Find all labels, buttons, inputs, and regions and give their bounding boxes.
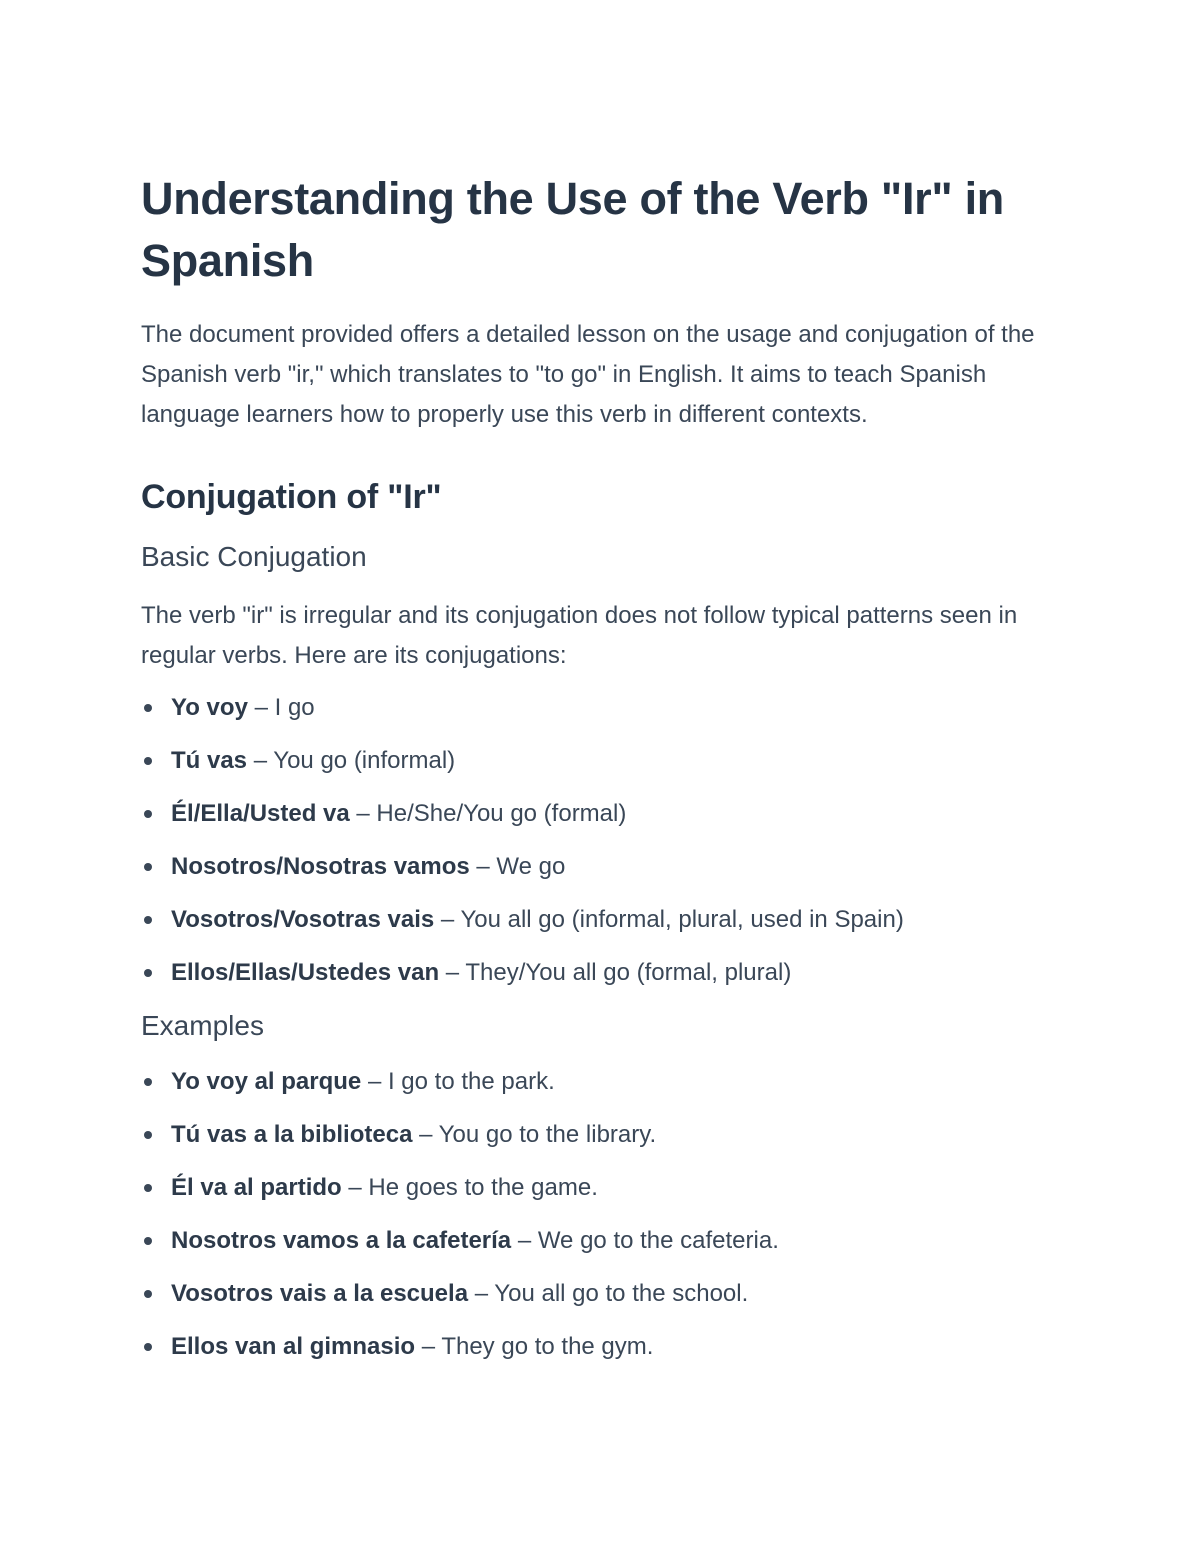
list-item-term: Tú vas a la biblioteca xyxy=(171,1121,413,1148)
list-item-meaning: – You go (informal) xyxy=(247,747,456,774)
list-item-term: Él/Ella/Usted va xyxy=(171,800,350,827)
examples-list xyxy=(141,1062,1071,1367)
list-item-term: Ellos van al gimnasio xyxy=(171,1333,416,1360)
list-item-term: Nosotros/Nosotras vamos xyxy=(171,853,470,880)
bullet-icon xyxy=(144,1290,152,1298)
list-item-meaning: – We go xyxy=(469,853,566,880)
list-item xyxy=(141,1221,1071,1261)
list-item xyxy=(141,847,1071,887)
list-item xyxy=(141,794,1071,834)
intro-paragraph: The document provided offers a detailed lesson on the usage and conjugation of the Spanish verb "ir," which translates to "to go" in English. It aims to teach Spanish language learners how to properly use this verb in different contexts. xyxy=(141,321,1035,428)
list-item-term: Él va al partido xyxy=(171,1174,342,1201)
document-page xyxy=(141,168,1071,1380)
page-title: Understanding the Use of the Verb "Ir" in Spanish xyxy=(141,173,1004,286)
list-item-meaning: – You all go to the school. xyxy=(468,1280,749,1307)
bullet-icon xyxy=(144,1237,152,1245)
list-item-term: Ellos/Ellas/Ustedes van xyxy=(171,959,440,986)
list-item xyxy=(141,1327,1071,1367)
list-item-meaning: – They/You all go (formal, plural) xyxy=(439,959,792,986)
list-item xyxy=(141,1115,1071,1155)
section-title: Conjugation of "Ir" xyxy=(141,478,442,516)
basic-conjugation-paragraph: The verb "ir" is irregular and its conjugation does not follow typical patterns seen in regular verbs. Here are its conjugations: xyxy=(141,602,1018,669)
bullet-icon xyxy=(144,1131,152,1139)
list-item-term: Vosotros/Vosotras vais xyxy=(171,906,435,933)
conjugation-list xyxy=(141,688,1071,993)
list-item xyxy=(141,688,1071,728)
list-item-meaning: – You all go (informal, plural, used in Spain) xyxy=(434,906,904,933)
list-item-meaning: – We go to the cafeteria. xyxy=(511,1227,779,1254)
bullet-icon xyxy=(144,969,152,977)
bullet-icon xyxy=(144,810,152,818)
bullet-icon xyxy=(144,1078,152,1086)
list-item xyxy=(141,1274,1071,1314)
bullet-icon xyxy=(144,916,152,924)
list-item-meaning: – He/She/You go (formal) xyxy=(349,800,627,827)
list-item xyxy=(141,900,1071,940)
bullet-icon xyxy=(144,704,152,712)
examples-heading: Examples xyxy=(141,1010,264,1041)
list-item xyxy=(141,1168,1071,1208)
list-item xyxy=(141,953,1071,993)
list-item-term: Nosotros vamos a la cafetería xyxy=(171,1227,512,1254)
list-item xyxy=(141,741,1071,781)
list-item-term: Vosotros vais a la escuela xyxy=(171,1280,469,1307)
list-item-meaning: – I go to the park. xyxy=(361,1068,555,1095)
bullet-icon xyxy=(144,757,152,765)
basic-conjugation-heading: Basic Conjugation xyxy=(141,541,367,572)
list-item-term: Tú vas xyxy=(171,747,248,774)
bullet-icon xyxy=(144,1343,152,1351)
list-item-meaning: – You go to the library. xyxy=(412,1121,657,1148)
bullet-icon xyxy=(144,1184,152,1192)
list-item-meaning: – They go to the gym. xyxy=(415,1333,654,1360)
list-item xyxy=(141,1062,1071,1102)
bullet-icon xyxy=(144,863,152,871)
list-item-meaning: – He goes to the game. xyxy=(341,1174,598,1201)
list-item-meaning: – I go xyxy=(247,694,315,721)
list-item-term: Yo voy al parque xyxy=(171,1068,362,1095)
list-item-term: Yo voy xyxy=(171,694,248,721)
